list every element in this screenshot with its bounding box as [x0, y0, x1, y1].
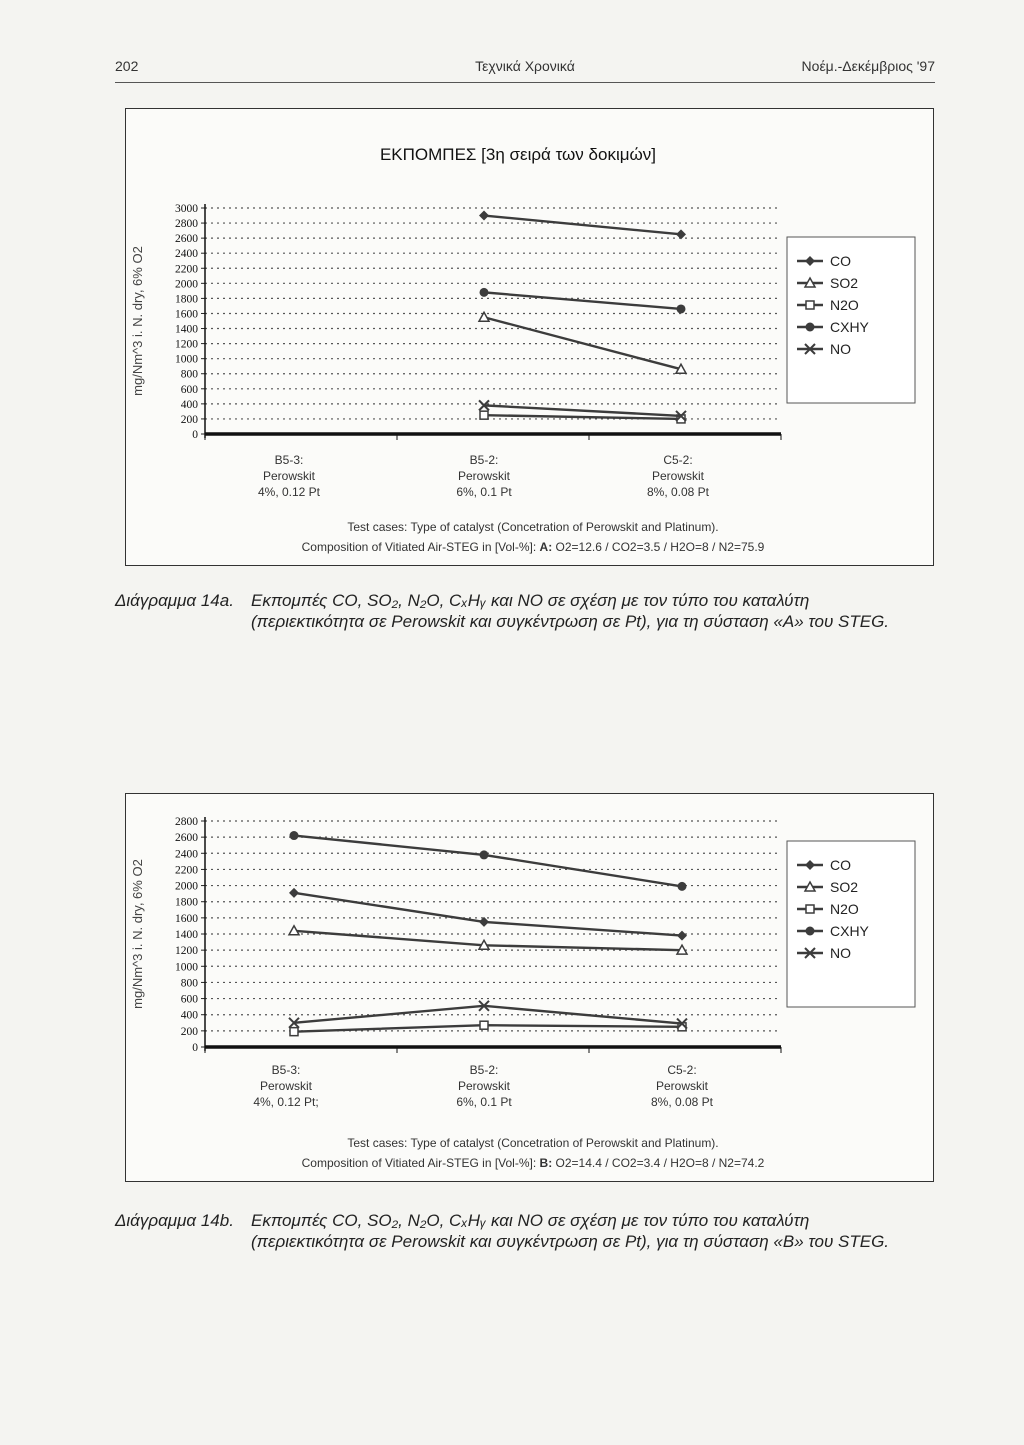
y-tick-label: 1400 [175, 929, 198, 941]
chart-14b [126, 794, 933, 1181]
chart-14a-frame [125, 108, 934, 566]
y-tick-label: 0 [192, 429, 198, 441]
legend-marker-cxhy [806, 323, 815, 332]
legend-marker-n2o [806, 905, 814, 913]
y-tick-label: 2200 [175, 864, 198, 877]
category-id: C5-2: [663, 453, 693, 467]
y-tick-label: 1000 [175, 353, 198, 366]
legend-label-co: CO [830, 253, 851, 269]
legend-label-cxhy: CXHY [830, 923, 869, 939]
category-id: C5-2: [667, 1063, 697, 1077]
y-tick-label: 400 [180, 1009, 198, 1022]
y-tick-label: 800 [180, 977, 198, 990]
point-cxhy [677, 304, 686, 313]
y-tick-label: 600 [180, 993, 198, 1006]
page-header [115, 58, 935, 82]
category-id: B5-2: [469, 453, 499, 467]
series-line-so2 [484, 317, 681, 369]
point-cxhy [480, 850, 489, 859]
category-detail: 6%, 0.1 Pt [456, 1095, 512, 1109]
series-line-cxhy [294, 836, 682, 887]
y-tick-label: 1600 [175, 912, 198, 925]
category-id: B5-3: [274, 453, 304, 467]
legend-label-n2o: N2O [830, 901, 859, 917]
caption-14b-label: Διάγραμμα 14b. [115, 1211, 234, 1230]
chart-note-2: Composition of Vitiated Air-STEG in [Vol-%]: B: O2=14.4 / CO2=3.4 / H2O=8 / N2=74.2 [301, 1156, 765, 1170]
y-tick-label: 200 [180, 1025, 198, 1038]
y-tick-label: 800 [180, 368, 198, 381]
y-axis-label: mg/Nm^3 i. N. dry, 6% O2 [130, 859, 145, 1009]
y-tick-label: 1800 [175, 293, 198, 306]
y-tick-label: 1600 [175, 308, 198, 321]
category-id: B5-3: [271, 1063, 301, 1077]
point-cxhy [290, 831, 299, 840]
legend-label-n2o: N2O [830, 297, 859, 313]
y-tick-label: 200 [180, 413, 198, 426]
y-tick-label: 2200 [175, 263, 198, 276]
y-tick-label: 1400 [175, 323, 198, 336]
legend-label-cxhy: CXHY [830, 319, 869, 335]
category-name: Perowskit [457, 1079, 511, 1093]
legend-label-no: NO [830, 945, 851, 961]
chart-note-1: Test cases: Type of catalyst (Concetration of Perowskit and Platinum). [347, 520, 719, 534]
y-tick-label: 2800 [175, 816, 198, 828]
y-tick-label: 1000 [175, 961, 198, 974]
category-detail: 4%, 0.12 Pt; [253, 1095, 319, 1109]
chart-note-2: Composition of Vitiated Air-STEG in [Vol-%]: A: O2=12.6 / CO2=3.5 / H2O=8 / N2=75.9 [301, 540, 765, 554]
y-tick-label: 0 [192, 1042, 198, 1054]
y-tick-label: 1200 [175, 945, 198, 958]
category-name: Perowskit [457, 469, 511, 483]
category-detail: 8%, 0.08 Pt [650, 1095, 714, 1109]
series-line-n2o [484, 415, 681, 419]
y-tick-label: 2400 [175, 848, 198, 861]
y-tick-label: 1800 [175, 896, 198, 909]
page-number: 202 [115, 58, 139, 74]
y-tick-label: 2000 [175, 880, 198, 893]
legend-label-so2: SO2 [830, 275, 859, 291]
legend-marker-cxhy [806, 927, 815, 936]
series-line-co [484, 216, 681, 235]
y-tick-label: 3000 [175, 203, 198, 215]
category-id: B5-2: [469, 1063, 499, 1077]
point-cxhy [678, 882, 687, 891]
y-tick-label: 1200 [175, 338, 198, 351]
series-line-co [294, 893, 682, 936]
legend-label-co: CO [830, 857, 851, 873]
y-tick-label: 2600 [175, 832, 198, 845]
category-detail: 4%, 0.12 Pt [257, 485, 321, 499]
legend-label-so2: SO2 [830, 879, 859, 895]
header-rule [115, 82, 935, 83]
series-line-no [484, 405, 681, 416]
point-n2o [290, 1028, 298, 1036]
caption-14a-text: Εκπομπές CO, SO₂, N₂O, CₓHᵧ και NO σε σχέση με τον τύπο του καταλύτη (περιεκτικότητα σε Perowskit και συγκέντρωση σε Pt), για τη σύσταση «A» του STEG. [251, 591, 890, 631]
chart-14b-frame [125, 793, 934, 1182]
y-axis-label: mg/Nm^3 i. N. dry, 6% O2 [130, 246, 145, 396]
issue-date: Νοέμ.-Δεκέμβριος '97 [801, 58, 935, 74]
point-co [676, 229, 686, 239]
y-tick-label: 2400 [175, 248, 198, 261]
y-tick-label: 2600 [175, 233, 198, 246]
legend-label-no: NO [830, 341, 851, 357]
point-co [289, 888, 299, 898]
y-tick-label: 2800 [175, 218, 198, 231]
chart-title: ΕΚΠΟΜΠΕΣ [3η σειρά των δοκιμών] [379, 145, 657, 164]
point-n2o [480, 411, 488, 419]
category-name: Perowskit [651, 469, 705, 483]
category-detail: 6%, 0.1 Pt [456, 485, 512, 499]
chart-note-1: Test cases: Type of catalyst (Concetration of Perowskit and Platinum). [347, 1136, 719, 1150]
point-cxhy [480, 288, 489, 297]
category-name: Perowskit [262, 469, 316, 483]
category-name: Perowskit [259, 1079, 313, 1093]
chart-14a [126, 109, 933, 565]
caption-14a-label: Διάγραμμα 14a. [115, 591, 234, 610]
point-co [479, 211, 489, 221]
category-name: Perowskit [655, 1079, 709, 1093]
series-line-cxhy [484, 292, 681, 309]
point-n2o [480, 1021, 488, 1029]
category-detail: 8%, 0.08 Pt [646, 485, 710, 499]
point-co [677, 931, 687, 941]
y-tick-label: 600 [180, 383, 198, 396]
caption-14b-text: Εκπομπές CO, SO₂, N₂O, CₓHᵧ και NO σε σχέση με τον τύπο του καταλύτη (περιεκτικότητα σε Perowskit και συγκέντρωση σε Pt), για τη σύσταση «B» του STEG. [251, 1211, 890, 1251]
y-tick-label: 400 [180, 398, 198, 411]
legend-marker-n2o [806, 301, 814, 309]
journal-title: Τεχνικά Χρονικά [475, 58, 575, 74]
y-tick-label: 2000 [175, 278, 198, 291]
